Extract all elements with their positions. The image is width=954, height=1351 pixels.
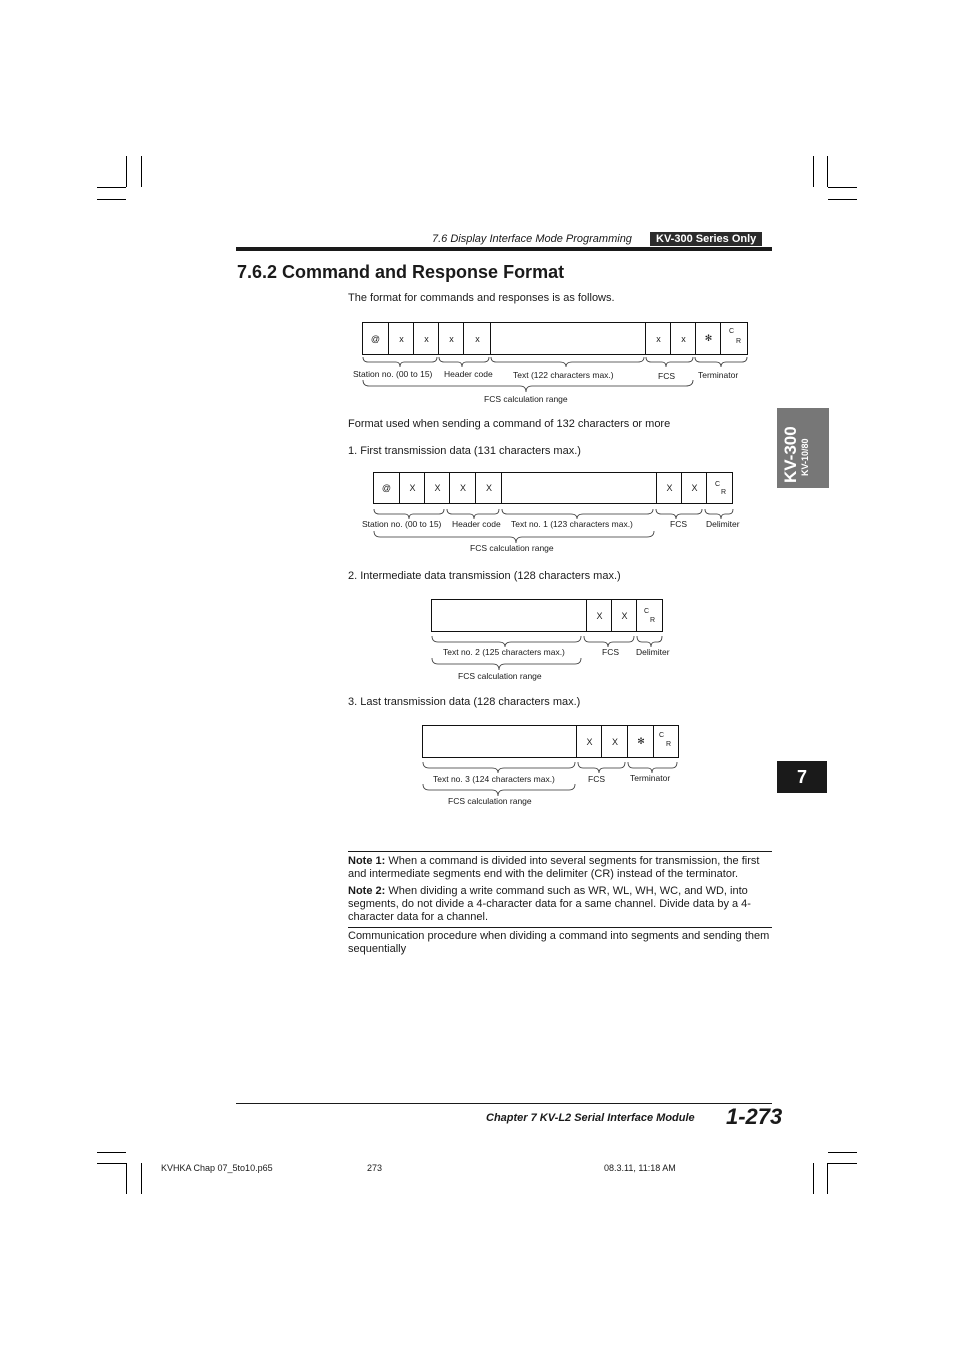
terminator-asterisk-cell: ✻ [627,726,654,757]
label-station: Station no. (00 to 15) [362,519,442,529]
note-2-label: Note 2: [348,885,386,897]
label-terminator: Terminator [630,773,671,783]
fcs-cell: X [656,473,682,503]
cr-cell: C R [706,473,733,503]
side-tab-sub: KV-10/80 [800,438,810,476]
series-badge: KV-300 Series Only [650,232,762,246]
fcs-cell: x [670,323,696,354]
label-fcs-range: FCS calculation range [448,796,532,806]
fcs-cell: X [576,726,602,757]
label-text: Text no. 3 (124 characters max.) [433,774,555,784]
fcs-cell: x [645,323,671,354]
note-1-label: Note 1: [348,855,386,867]
label-fcs-range: FCS calculation range [484,394,568,404]
label-text: Text no. 2 (125 characters max.) [443,647,565,657]
text-cell [490,323,646,354]
label-text: Text no. 1 (123 characters max.) [511,519,633,529]
fcs-cell: X [586,600,612,631]
station-digit-cell: x [388,323,414,354]
text-cell [501,473,657,503]
label-fcs: FCS [602,647,619,657]
header-code-cell: x [438,323,464,354]
long-format-heading: Format used when sending a command of 132 characters or more [348,418,671,430]
step-1-label: 1. First transmission data (131 characters max.) [348,445,581,457]
text-cell [432,600,586,631]
note-2 [348,885,772,924]
label-fcs: FCS [588,774,605,784]
notes-bottom-rule [348,927,772,928]
header-rule [236,247,772,251]
page-number: 1-273 [726,1104,783,1129]
label-fcs: FCS [658,371,675,381]
label-station: Station no. (00 to 15) [353,369,433,379]
label-terminator: Terminator [698,370,739,380]
side-tab-main: KV-300 [781,426,800,483]
terminator-asterisk-cell: ✻ [695,323,721,354]
header-code-cell: X [475,473,502,503]
label-header-code: Header code [452,519,501,529]
section-heading: 7.6.2 Command and Response Format [237,262,565,282]
footer-rule [236,1103,772,1104]
station-digit-cell: x [413,323,439,354]
chapter-tab: 7 [777,761,827,793]
fcs-cell: X [611,600,637,631]
step-2-label: 2. Intermediate data transmission (128 characters max.) [348,570,621,582]
notes-top-rule [348,851,772,852]
text-cell [423,726,576,757]
label-delimiter: Delimiter [636,647,670,657]
cr-cell: C R [720,323,748,354]
step-3-label: 3. Last transmission data (128 characters max.) [348,696,581,708]
note-1-text: When a command is divided into several segments for transmission, the first and intermediate segments end with the delimiter (CR) instead of the terminator. [348,855,760,880]
kv300-side-tab [777,408,829,488]
label-header-code: Header code [444,369,493,379]
footer-date: 08.3.11, 11:18 AM [604,1163,676,1173]
intro-text: The format for commands and responses is as follows. [348,292,615,304]
procedure-text: Communication procedure when dividing a command into segments and sending them sequentially [348,930,770,955]
fcs-cell: X [601,726,628,757]
header-code-cell: x [463,323,491,354]
footer-chapter: Chapter 7 KV-L2 Serial Interface Module [486,1112,695,1124]
cr-cell: C R [653,726,679,757]
fcs-cell: X [681,473,707,503]
running-header-title: 7.6 Display Interface Mode Programming [432,233,632,245]
station-digit-cell: X [424,473,450,503]
label-delimiter: Delimiter [706,519,740,529]
label-fcs: FCS [670,519,687,529]
label-fcs-range: FCS calculation range [458,671,542,681]
station-digit-cell: X [399,473,425,503]
cr-cell: C R [636,600,663,631]
note-2-text: When dividing a write command such as WR, WL, WH, WC, and WD, into segments, do not divide a 4-character data for a same channel. Divide data by a 4-character data for a channel. [348,885,751,923]
label-fcs-range: FCS calculation range [470,543,554,553]
footer-file: KVHKA Chap 07_5to10.p65 [161,1163,273,1173]
footer-sheet: 273 [367,1163,383,1173]
start-code-cell: @ [381,483,392,493]
header-code-cell: X [449,473,476,503]
start-code-cell: @ [370,333,381,344]
label-text: Text (122 characters max.) [513,370,614,380]
note-1 [348,855,772,881]
